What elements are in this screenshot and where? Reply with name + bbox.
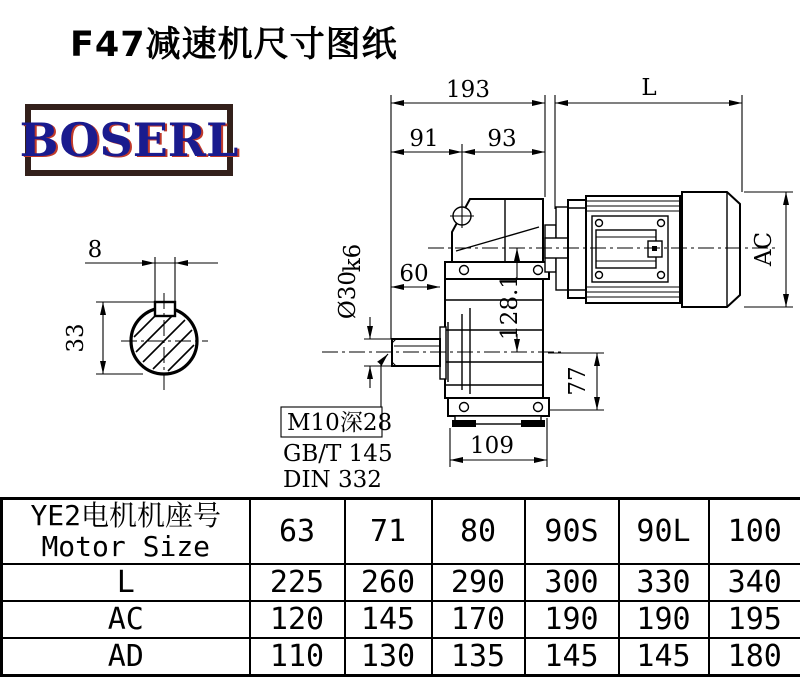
table-cell: 120 bbox=[250, 601, 345, 638]
table-cell: 180 bbox=[709, 638, 800, 676]
dim-77-label: 77 bbox=[565, 366, 591, 396]
dim-8-label: 8 bbox=[87, 237, 103, 263]
table-cell: 110 bbox=[250, 638, 345, 676]
header-cn: YE2电机机座号 bbox=[30, 499, 222, 532]
table-cell: 190 bbox=[525, 601, 619, 638]
table-header-row bbox=[2, 499, 800, 564]
col-header-90L: 90L bbox=[619, 499, 709, 564]
table-header-motor-size bbox=[2, 499, 250, 564]
row-label-L: L bbox=[2, 564, 250, 601]
thread-notes bbox=[281, 407, 393, 493]
table-cell: 135 bbox=[432, 638, 525, 676]
table-row-AD bbox=[2, 638, 800, 676]
din-note: DIN 332 bbox=[283, 467, 382, 493]
table-cell: 300 bbox=[525, 564, 619, 601]
table-cell: 130 bbox=[345, 638, 432, 676]
dim-93-label: 93 bbox=[487, 126, 517, 152]
table-cell: 340 bbox=[709, 564, 800, 601]
dim-109-label: 109 bbox=[470, 433, 514, 459]
shaft-section-view bbox=[121, 293, 208, 392]
motor-outline bbox=[545, 192, 740, 307]
table-row-L bbox=[2, 564, 800, 601]
dim-91-label: 91 bbox=[409, 126, 439, 152]
table-cell: 190 bbox=[619, 601, 709, 638]
table-cell: 145 bbox=[619, 638, 709, 676]
boserl-logo-text: BOSERL bbox=[19, 113, 239, 167]
tap-note: M10深28 bbox=[287, 410, 393, 436]
dim-128-label: 128.1 bbox=[497, 274, 523, 340]
col-header-100: 100 bbox=[709, 499, 800, 564]
motor-size-table bbox=[0, 497, 800, 677]
col-header-63: 63 bbox=[250, 499, 345, 564]
dim-33-label: 33 bbox=[63, 323, 89, 353]
col-header-71: 71 bbox=[345, 499, 432, 564]
row-label-AC: AC bbox=[2, 601, 250, 638]
table-cell: 145 bbox=[525, 638, 619, 676]
dim-60-label: 60 bbox=[399, 261, 429, 287]
table-cell: 260 bbox=[345, 564, 432, 601]
table-cell: 170 bbox=[432, 601, 525, 638]
col-header-80: 80 bbox=[432, 499, 525, 564]
dim-shaft-tol-label: k6 bbox=[340, 243, 366, 273]
dim-L-label: L bbox=[641, 75, 657, 101]
table-cell: 290 bbox=[432, 564, 525, 601]
table-cell: 195 bbox=[709, 601, 800, 638]
col-header-90S: 90S bbox=[525, 499, 619, 564]
header-en: Motor Size bbox=[41, 530, 211, 564]
gbt-note: GB/T 145 bbox=[283, 441, 393, 467]
gearbox-outline bbox=[440, 199, 549, 427]
page-title: F47减速机尺寸图纸 bbox=[70, 25, 398, 65]
dim-AC-label: AC bbox=[751, 231, 777, 267]
table-cell: 145 bbox=[345, 601, 432, 638]
dim-shaft-dia-label: Ø30 bbox=[335, 270, 361, 320]
table-cell: 330 bbox=[619, 564, 709, 601]
row-label-AD: AD bbox=[2, 638, 250, 676]
table-row-AC bbox=[2, 601, 800, 638]
table-cell: 225 bbox=[250, 564, 345, 601]
dim-193-label: 193 bbox=[446, 77, 490, 103]
